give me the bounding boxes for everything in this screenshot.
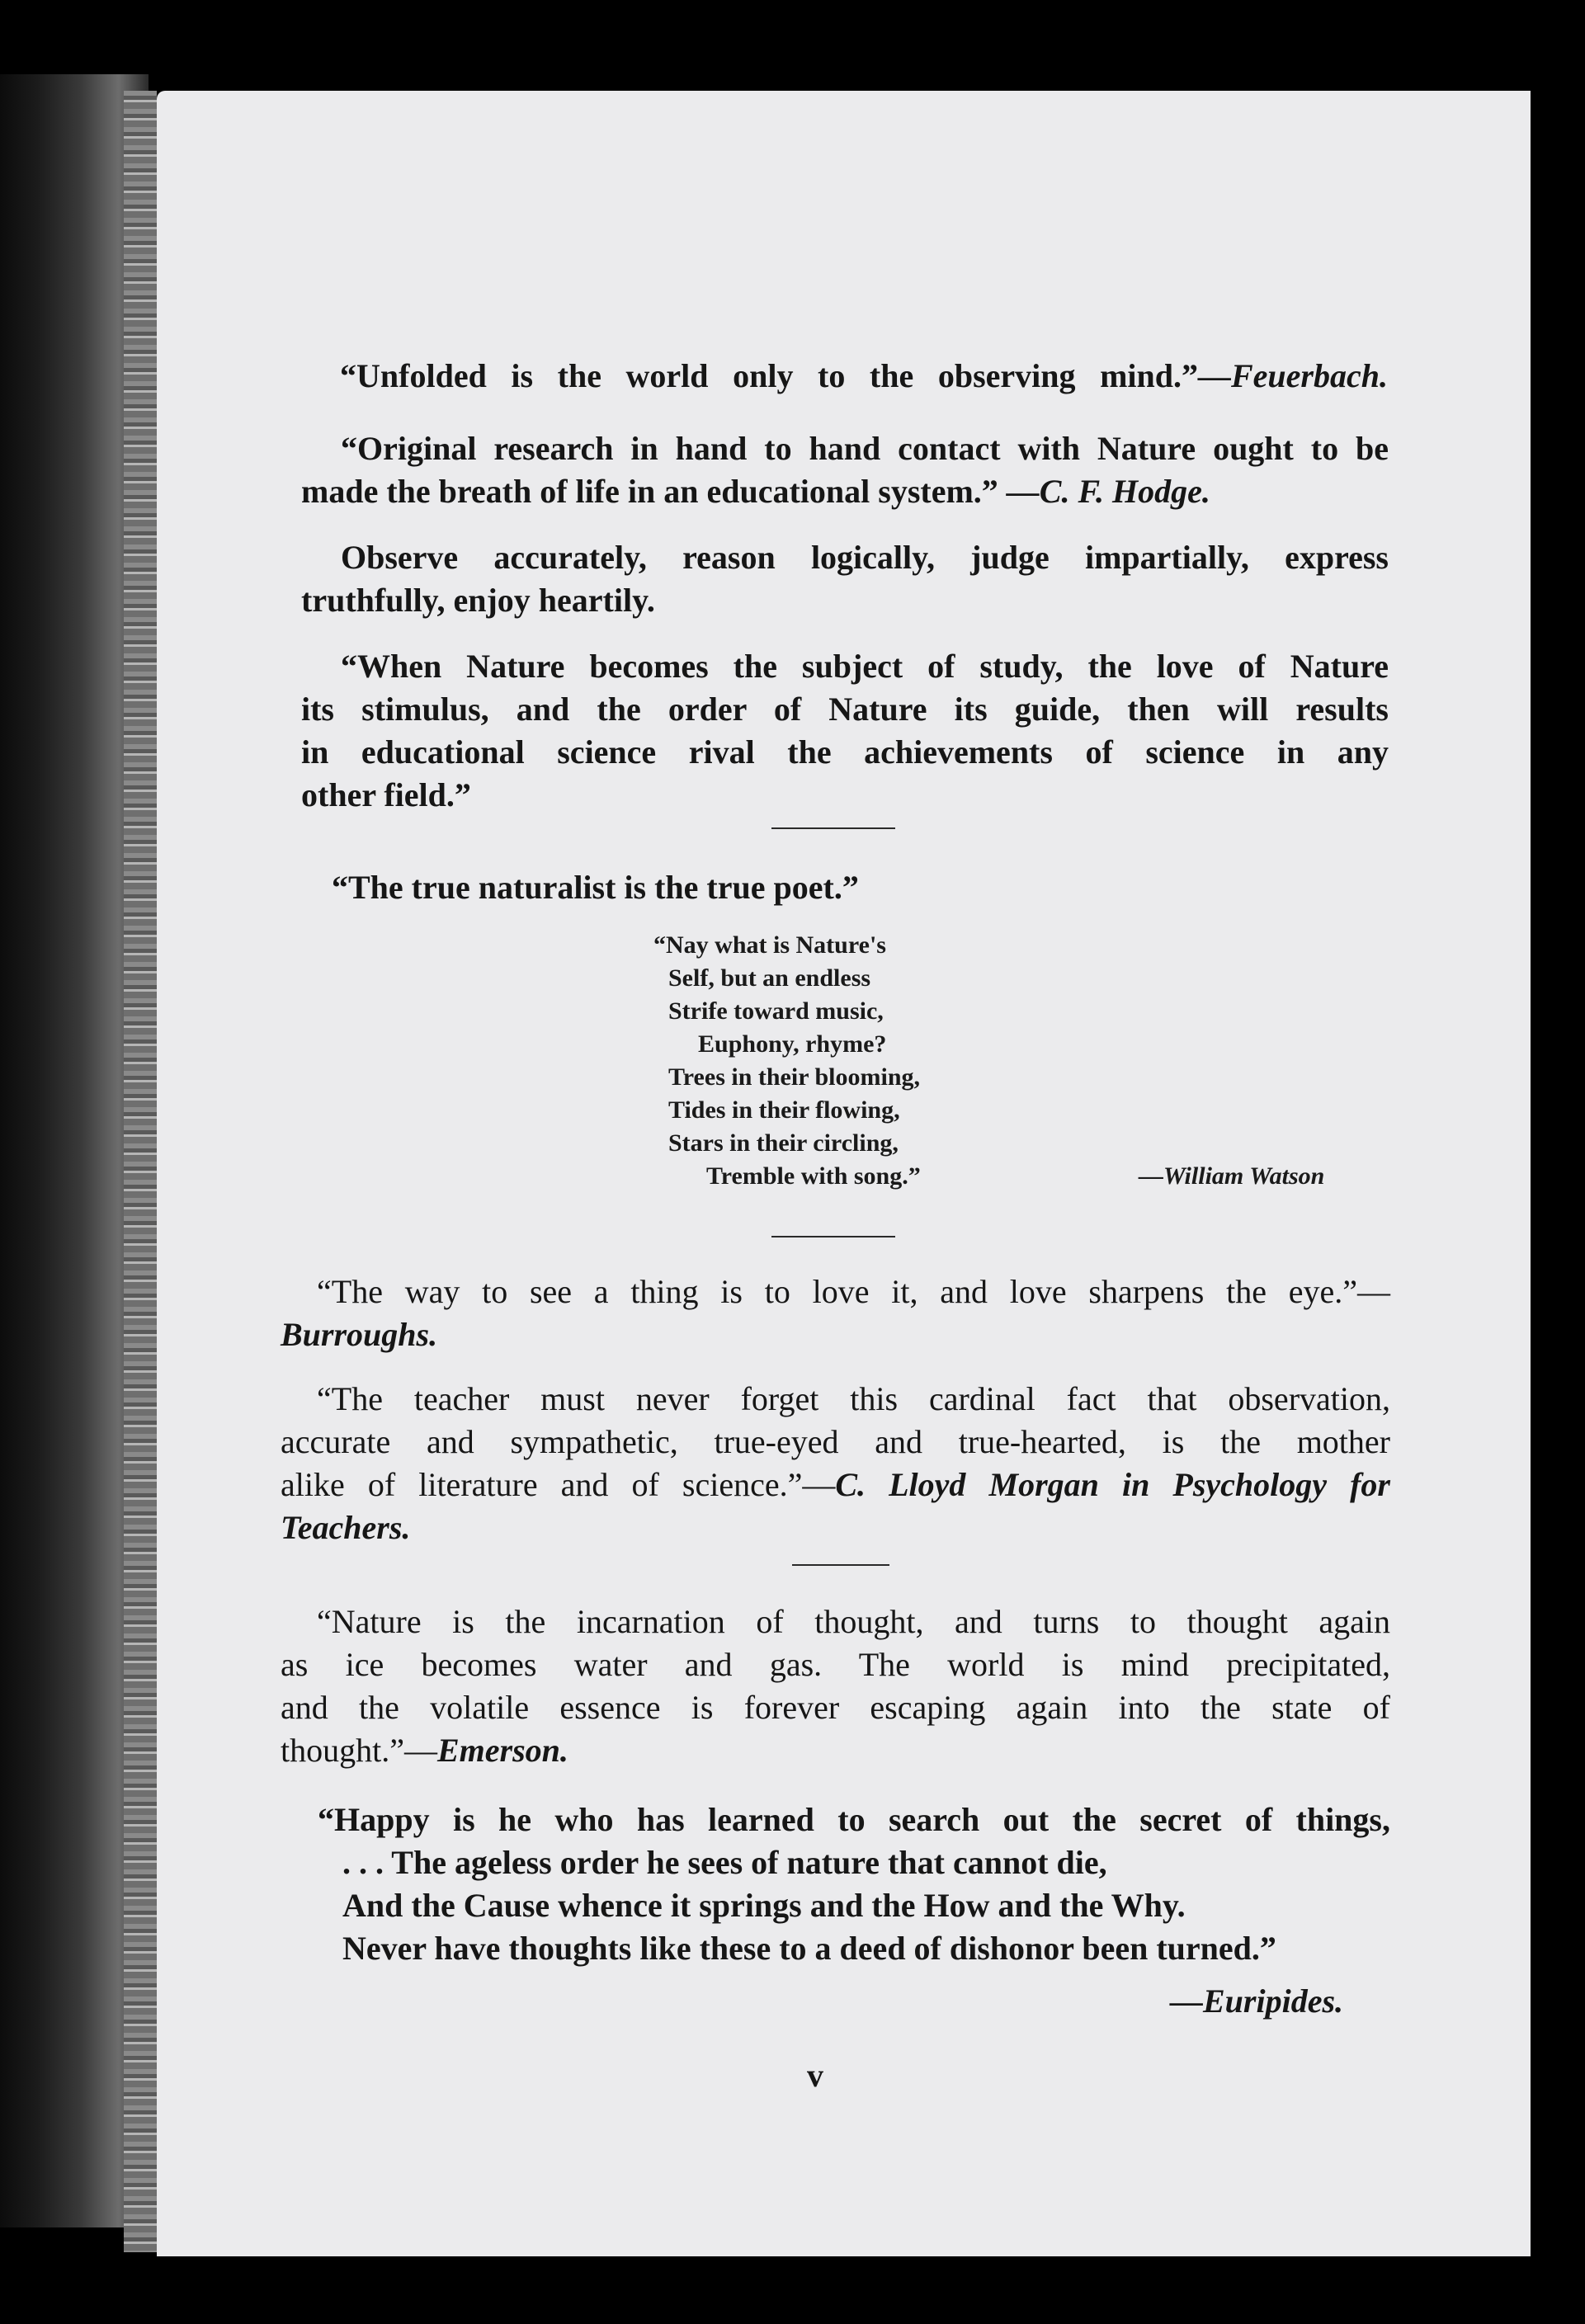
quote-observe-line-1: Observe accurately, reason logically, judge impartially, express bbox=[341, 539, 1389, 576]
poem-line: Tremble with song.” bbox=[706, 1162, 921, 1190]
poem-line: “Nay what is Nature's bbox=[653, 931, 886, 959]
quote-emerson-line-2: as ice becomes water and gas. The world is mind precipitated, bbox=[281, 1646, 1390, 1683]
poem-line: Euphony, rhyme? bbox=[698, 1030, 887, 1058]
quote-when-nature-line-1: “When Nature becomes the subject of study, the love of Nature bbox=[341, 648, 1389, 685]
poem-line: Self, but an endless bbox=[668, 964, 871, 992]
quote-euripides-line-3: And the Cause whence it springs and the How and the Why. bbox=[342, 1887, 1186, 1924]
quote-morgan-line-3: alike of literature and of science.”— bbox=[281, 1466, 836, 1503]
quote-emerson-line-1: “Nature is the incarnation of thought, and turns to thought again bbox=[317, 1603, 1390, 1640]
section-divider bbox=[771, 1236, 895, 1237]
quote-feuerbach-text: “Unfolded is the world only to the observing mind.” bbox=[340, 357, 1198, 394]
quote-morgan bbox=[281, 1378, 1390, 1549]
quote-when-nature bbox=[301, 645, 1389, 817]
quote-euripides-attribution: —Euripides. bbox=[1170, 1982, 1344, 2020]
quote-hodge bbox=[301, 427, 1389, 513]
quote-emerson-line-4: thought.”— bbox=[281, 1732, 437, 1769]
quote-burroughs-line-1: “The way to see a thing is to love it, and love sharpens the eye.”— bbox=[317, 1273, 1390, 1310]
quote-naturalist bbox=[332, 866, 992, 909]
poem-watson-attribution: —William Watson bbox=[1139, 1162, 1325, 1190]
poem-watson bbox=[653, 929, 921, 1193]
quote-observe-line-2: truthfully, enjoy heartily. bbox=[301, 582, 655, 619]
quote-emerson-attribution: Emerson. bbox=[436, 1732, 568, 1769]
quote-morgan-line-2: accurate and sympathetic, true-eyed and true-hearted, is the mother bbox=[281, 1423, 1390, 1460]
quote-euripides bbox=[301, 1798, 1390, 1970]
section-divider bbox=[771, 827, 895, 829]
poem-line: Trees in their blooming, bbox=[668, 1063, 921, 1091]
quote-euripides-line-1: “Happy is he who has learned to search out the secret of things, bbox=[318, 1801, 1390, 1838]
quote-hodge-line-2: made the breath of life in an educational system.” bbox=[301, 473, 998, 510]
quote-burroughs bbox=[281, 1270, 1390, 1356]
quote-when-nature-line-2: its stimulus, and the order of Nature its guide, then will results bbox=[301, 691, 1389, 728]
poem-line: Stars in their circling, bbox=[668, 1129, 899, 1157]
quote-euripides-line-4: Never have thoughts like these to a deed of dishonor been turned.” bbox=[342, 1930, 1276, 1967]
quote-morgan-attribution: C. Lloyd Morgan in Psychology for bbox=[835, 1466, 1390, 1503]
quote-euripides-line-2: . . . The ageless order he sees of nature that cannot die, bbox=[342, 1844, 1107, 1881]
poem-line: Strife toward music, bbox=[668, 997, 884, 1025]
quote-hodge-line-1: “Original research in hand to hand contact with Nature ought to be bbox=[341, 430, 1389, 467]
quote-hodge-attribution: —C. F. Hodge. bbox=[1006, 473, 1210, 510]
quote-burroughs-attribution: Burroughs. bbox=[281, 1316, 438, 1353]
quote-observe bbox=[301, 536, 1389, 622]
quote-emerson-line-3: and the volatile essence is forever escaping again into the state of bbox=[281, 1689, 1390, 1726]
quote-naturalist-text: “The true naturalist is the true poet.” bbox=[332, 869, 859, 906]
page-number: v bbox=[807, 2057, 823, 2094]
quote-emerson bbox=[281, 1600, 1390, 1772]
quote-morgan-line-1: “The teacher must never forget this cardinal fact that observation, bbox=[317, 1380, 1390, 1417]
quote-feuerbach-attribution: —Feuerbach. bbox=[1198, 357, 1388, 394]
quote-when-nature-line-3: in educational science rival the achievements of science in any bbox=[301, 733, 1389, 771]
quote-when-nature-line-4: other field.” bbox=[301, 776, 471, 813]
poem-line: Tides in their flowing, bbox=[668, 1096, 900, 1124]
quote-feuerbach bbox=[340, 355, 1388, 398]
section-divider bbox=[792, 1564, 889, 1566]
quote-morgan-attribution-cont: Teachers. bbox=[281, 1509, 411, 1546]
book-spine bbox=[124, 91, 157, 2252]
book-page bbox=[157, 91, 1531, 2256]
